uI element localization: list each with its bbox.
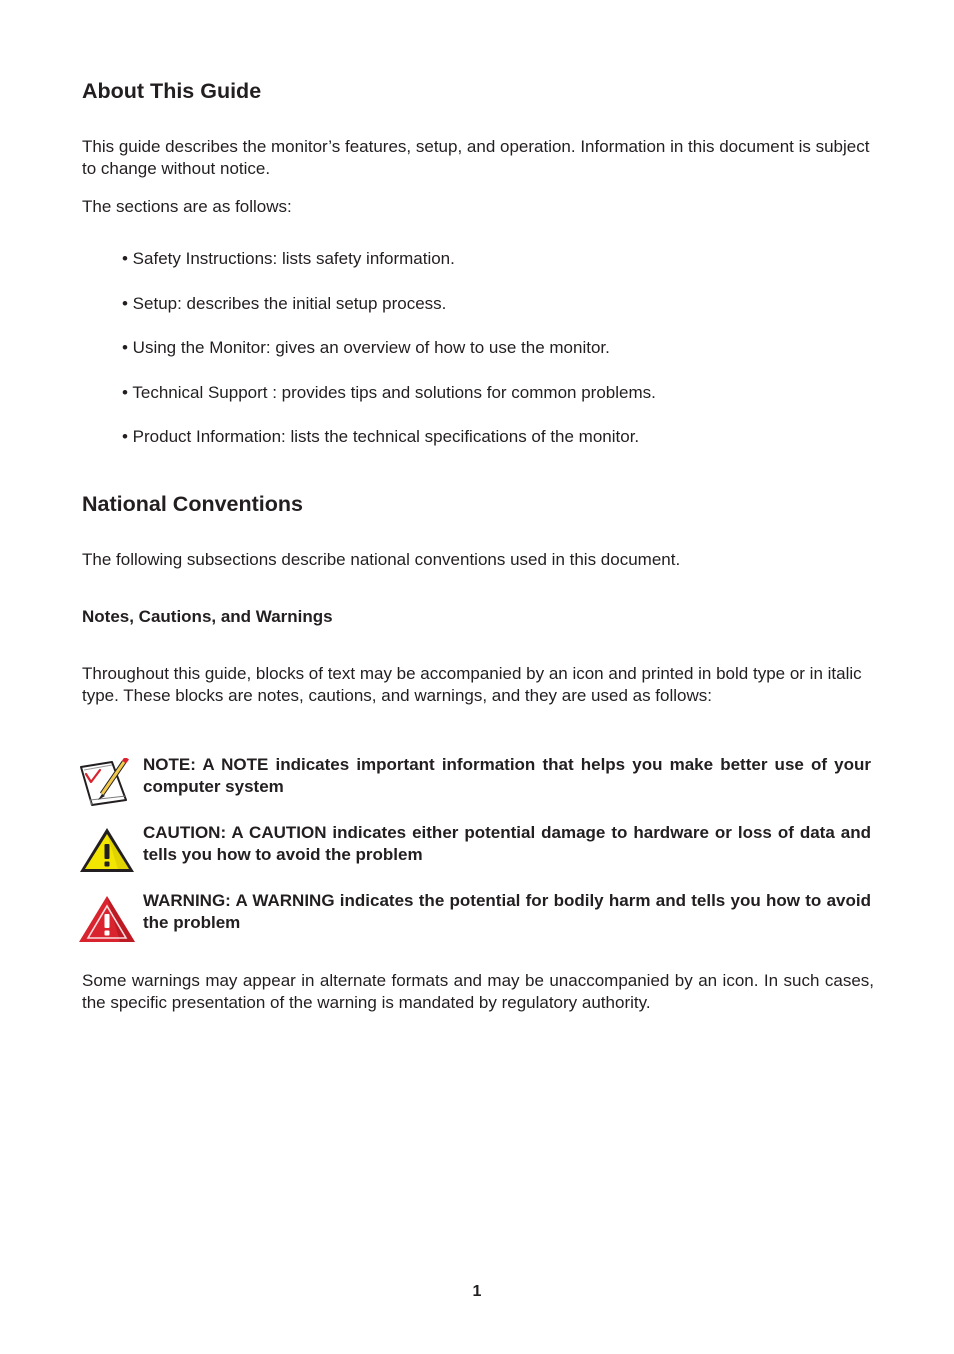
caution-block [78, 823, 874, 876]
closing-paragraph: Some warnings may appear in alternate formats and may be unaccompanied by an icon. In such cases, the specific presentation of the warning is mandated by regulatory authority. [82, 971, 874, 1012]
page-number: 1 [472, 1283, 482, 1300]
notes-subheading: Notes, Cautions, and Warnings [82, 607, 333, 626]
sections-list [122, 248, 656, 471]
caution-text: CAUTION: A CAUTION indicates either potential damage to hardware or loss of data and tells you how to avoid the problem [143, 823, 871, 864]
list-item: • Safety Instructions: lists safety information. [122, 249, 455, 268]
list-item: • Using the Monitor: gives an overview of how to use the monitor. [122, 338, 610, 357]
list-item: • Product Information: lists the technical specifications of the monitor. [122, 427, 640, 446]
conventions-intro-paragraph: The following subsections describe national conventions used in this document. [82, 550, 681, 569]
note-block [78, 755, 874, 808]
warning-text: WARNING: A WARNING indicates the potential for bodily harm and tells you how to avoid the problem [143, 891, 871, 932]
about-guide-heading: About This Guide [82, 79, 262, 103]
national-conventions-heading: National Conventions [82, 492, 303, 516]
sections-lead-text: The sections are as follows: [82, 197, 292, 216]
conventions-explanation-paragraph: Throughout this guide, blocks of text may be accompanied by an icon and printed in bold type or in italic type. These blocks are notes, cautions, and warnings, and they are used as follows: [82, 664, 862, 705]
note-pencil-icon [78, 758, 136, 808]
note-text: NOTE: A NOTE indicates important information that helps you make better use of your computer system [143, 755, 871, 796]
list-item: • Setup: describes the initial setup process. [122, 293, 447, 313]
list-item: • Technical Support : provides tips and solutions for common problems. [122, 382, 656, 402]
caution-triangle-icon [78, 826, 136, 876]
warning-block [78, 891, 874, 944]
warning-triangle-icon [78, 894, 136, 944]
about-intro-paragraph: This guide describes the monitor’s features, setup, and operation. Information in this document is subject to change without notice. [82, 137, 870, 178]
